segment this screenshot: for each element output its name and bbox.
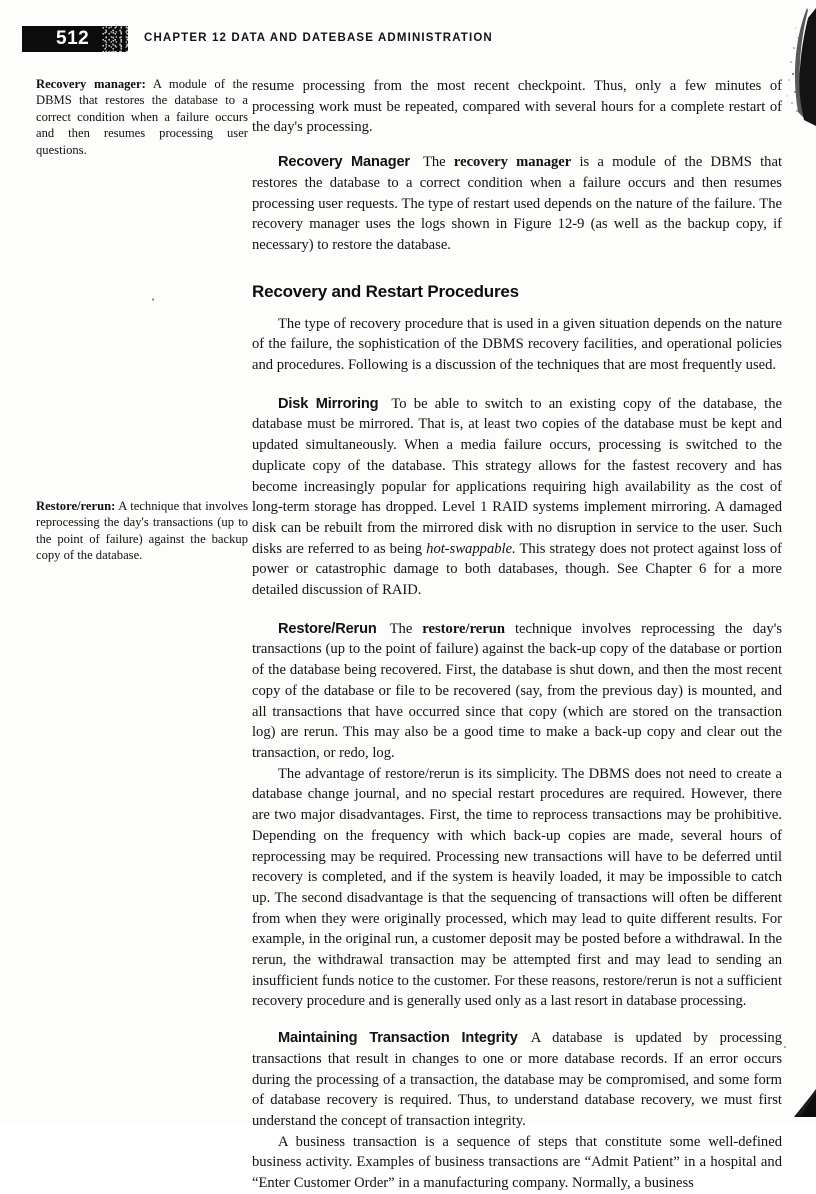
restore-rerun-text-before: The <box>389 620 423 637</box>
recovery-manager-paragraph <box>252 152 782 256</box>
hot-swappable-italic-term: hot-swappable. <box>426 540 516 557</box>
disk-mirroring-runin-heading: Disk Mirroring <box>278 395 379 412</box>
restore-rerun-text-after: technique involves reprocessing the day's transactions (up to the point of failure) against the back-up copy of the database or portion of the database being recovered. First, the database is shut down, and then the most recent copy of the database or file to be recovered (say, from the previous day) is mounted, and all transactions that have occurred since that copy (which are stored on the transaction log) are rerun. This may also be a good time to make a back-up copy and clear out the transaction, or redo, log. <box>252 620 782 761</box>
disk-mirroring-text-part1: To be able to switch to an existing copy of the database, the database must be mirrored. That is, at least two copies of the database must be kept and updated simultaneously. When a media failure occurs, processing is switched to the duplicate copy of the database. This strategy allows for the fastest recovery and has become increasingly popular for applications requiring high availability as the cost of long-term storage has dropped. Level 1 RAID systems implement mirroring. A damaged disk can be rebuilt from the mirrored disk with no disruption in service to the user. Such disks are referred to as being <box>252 395 782 557</box>
disk-mirroring-paragraph <box>252 394 782 601</box>
main-text-column <box>252 76 782 1194</box>
recovery-manager-lead-term: recovery manager <box>453 154 572 171</box>
recovery-manager-text-before: The <box>422 154 454 171</box>
section-heading-recovery-and-restart: Recovery and Restart Procedures <box>252 281 519 301</box>
scan-edge-artifact-bottom-right <box>790 1083 816 1117</box>
recovery-manager-text-after: is a module of the DBMS that restores the database to a correct condition when a failure occurs and then resumes processing user requests. The type of restart used depends on the nature of the failure. The recovery manager uses the logs shown in Figure 12-9 (as well as the backup copy, if necessary) to restore the database. <box>252 154 783 253</box>
chapter-title: CHAPTER 12 DATA AND DATEBASE ADMINISTRATION <box>144 32 493 44</box>
margin-note-definition: A technique that involves reprocessing the day's transactions (up to the point of failure) against the backup copy of the database. <box>36 499 248 563</box>
restore-rerun-runin-heading: Restore/Rerun <box>278 620 377 637</box>
continued-paragraph: resume processing from the most recent checkpoint. Thus, only a few minutes of processing work must be repeated, compared with several hours for a complete restart of the day's processing. <box>252 78 782 136</box>
transaction-integrity-text: A database is updated by processing transactions that result in changes to one or more database records. If an error occurs during the processing of a transaction, the database may be compromised, and some form of database recovery is required. Thus, to understand database recovery, we must first understand the concept of transaction integrity. <box>252 1030 782 1129</box>
transaction-integrity-paragraph <box>252 1028 782 1132</box>
margin-note-restore-rerun <box>36 498 248 564</box>
restore-rerun-paragraph <box>252 619 782 764</box>
margin-note-recovery-manager <box>36 76 248 158</box>
disk-mirroring-text-part2: This strategy does not protect against loss of power or catastrophic damage to both databases, though. See Chapter 6 for a more detailed discussion of RAID. <box>252 540 783 599</box>
page-number: 512 <box>56 28 90 49</box>
restore-rerun-paragraph-2: The advantage of restore/rerun is its simplicity. The DBMS does not need to create a database change journal, and no special restart procedures are required. However, there are two major disadvantages. First, the time to reprocess transactions may be prohibitive. Depending on the frequency with which back-up copies are made, several hours of reprocessing may be required. Processing new transactions will have to be deferred until recovery is completed, and if the system is heavily loaded, it may be impossible to catch up. The second disadvantage is that the sequencing of transactions will often be different from when they were originally processed, which may lead to quite different results. For example, in the original run, a customer deposit may be posted before a withdrawal. In the rerun, the withdrawal transaction may be attempted first and may lead to sending an insufficient funds notice to the customer. For these reasons, restore/rerun is not a sufficient recovery procedure and is generally used only as a last resort in database processing. <box>252 765 782 1010</box>
transaction-integrity-runin-heading: Maintaining Transaction Integrity <box>278 1030 518 1047</box>
scan-speck <box>784 1046 786 1048</box>
margin-note-term: Recovery manager: <box>36 77 146 91</box>
running-head <box>22 26 776 52</box>
margin-note-definition: A module of the DBMS that restores the database to a correct condition when a failure occurs and then resumes processing user questions. <box>36 77 248 157</box>
margin-note-term: Restore/rerun: <box>36 499 116 514</box>
transaction-integrity-paragraph-2: A business transaction is a sequence of steps that constitute some well-defined business activity. Examples of business transactions are “Admit Patient” in a hospital and “Enter Customer Order” in a manufacturing company. Normally, a business <box>252 1133 782 1192</box>
section-intro-paragraph: The type of recovery procedure that is used in a given situation depends on the nature of the failure, the sophistication of the DBMS recovery facilities, and operational policies and procedures. Following is a discussion of the techniques that are most frequently used. <box>252 315 782 374</box>
restore-rerun-lead-term: restore/rerun <box>422 620 505 637</box>
margin-spacer <box>36 162 248 498</box>
margin-column <box>36 76 248 568</box>
recovery-manager-runin-heading: Recovery Manager <box>278 154 410 171</box>
